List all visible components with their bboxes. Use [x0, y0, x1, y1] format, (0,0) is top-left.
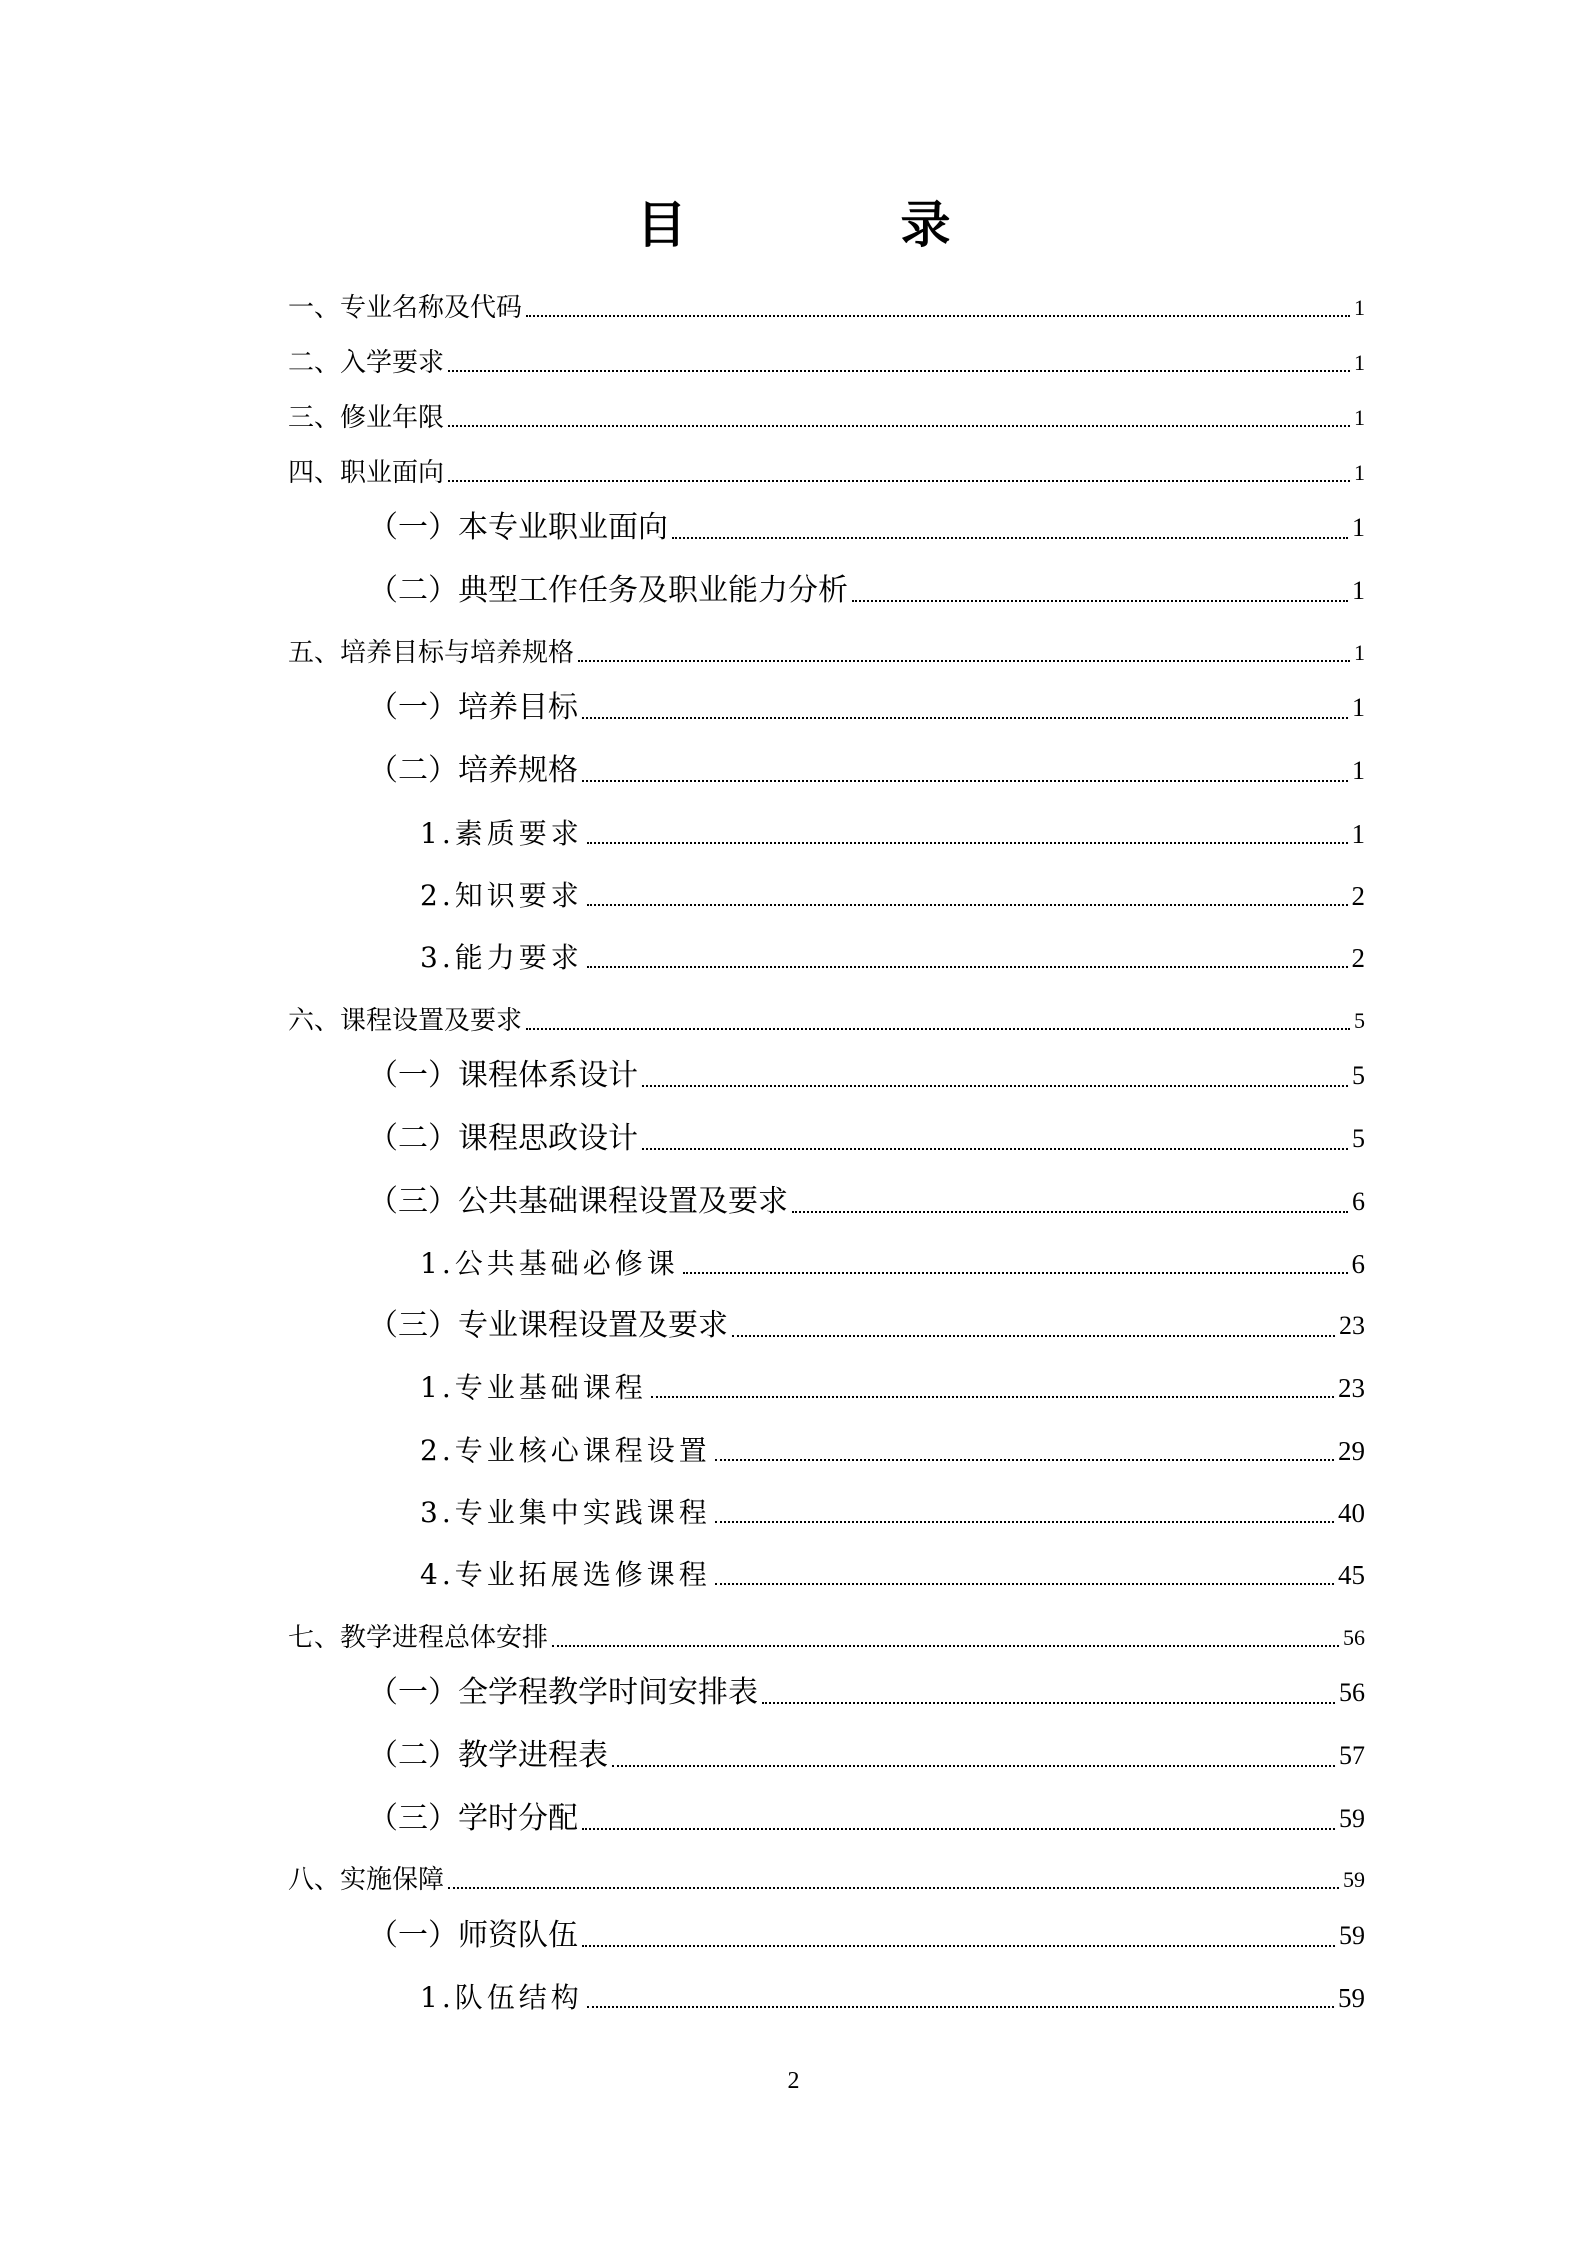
toc-entry[interactable]: [368, 1056, 1365, 1096]
dot-leader: [587, 2006, 1334, 2008]
toc-entry-label: （二）课程思政设计: [368, 1121, 638, 1156]
toc-entry[interactable]: [368, 1799, 1365, 1839]
toc-entry-label: （二）教学进程表: [368, 1738, 608, 1773]
toc-entry-page: 1: [1354, 640, 1365, 665]
toc-entry-label: 3.能力要求: [420, 941, 583, 974]
toc-entry-label: 五、培养目标与培养规格: [288, 638, 575, 668]
toc-entry[interactable]: [420, 939, 1365, 977]
toc-entry-page: 2: [1351, 943, 1365, 973]
toc-entry-page: 1: [1354, 295, 1365, 320]
toc-entry-label: 3.专业集中实践课程: [420, 1496, 711, 1529]
toc-entry-page: 1: [1352, 756, 1365, 785]
toc-entry-label: （一）培养目标: [368, 690, 578, 725]
toc-entry-label: （三）专业课程设置及要求: [368, 1308, 728, 1343]
dot-leader: [448, 480, 1350, 482]
dot-leader: [852, 600, 1348, 602]
toc-entry[interactable]: [420, 815, 1365, 853]
dot-leader: [582, 717, 1348, 719]
toc-entry[interactable]: [288, 455, 1365, 491]
dot-leader: [587, 966, 1348, 968]
toc-entry-label: （二）典型工作任务及职业能力分析: [368, 573, 848, 608]
toc-entry[interactable]: [368, 688, 1365, 728]
dot-leader: [642, 1085, 1348, 1087]
dot-leader: [582, 780, 1348, 782]
toc-entry[interactable]: [420, 1369, 1365, 1407]
toc-entry[interactable]: [288, 1862, 1365, 1898]
toc-entry-label: 二、入学要求: [288, 348, 445, 378]
toc-entry-page: 56: [1343, 1625, 1365, 1650]
toc-entry-page: 29: [1338, 1436, 1365, 1466]
toc-entry[interactable]: [368, 508, 1365, 548]
toc-entry-page: 23: [1338, 1373, 1365, 1403]
toc-entry-page: 56: [1339, 1678, 1365, 1707]
toc-entry-page: 1: [1354, 460, 1365, 485]
dot-leader: [612, 1765, 1335, 1767]
toc-entry-label: 2.专业核心课程设置: [420, 1434, 711, 1467]
toc-entry-label: 六、课程设置及要求: [288, 1006, 523, 1036]
toc-entry-page: 5: [1354, 1008, 1365, 1033]
toc-entry[interactable]: [368, 1916, 1365, 1956]
toc-entry-page: 59: [1339, 1804, 1365, 1833]
toc-entry-label: 1.队伍结构: [420, 1981, 583, 2014]
dot-leader: [715, 1583, 1334, 1585]
toc-entry-label: （二）培养规格: [368, 753, 578, 788]
toc-entry[interactable]: [420, 877, 1365, 915]
toc-entry-page: 1: [1352, 576, 1365, 605]
dot-leader: [448, 370, 1350, 372]
toc-entry-label: （一）本专业职业面向: [368, 510, 668, 545]
dot-leader: [582, 1828, 1335, 1830]
toc-entry[interactable]: [288, 1620, 1365, 1656]
toc-entry[interactable]: [368, 1673, 1365, 1713]
toc-entry[interactable]: [368, 571, 1365, 611]
toc-entry-page: 45: [1338, 1560, 1365, 1590]
dot-leader: [792, 1211, 1348, 1213]
toc-entry[interactable]: [368, 1182, 1365, 1222]
toc-entry[interactable]: [420, 1245, 1365, 1283]
dot-leader: [715, 1521, 1334, 1523]
toc-entry-label: 一、专业名称及代码: [288, 293, 523, 323]
toc-entry-page: 59: [1338, 1983, 1365, 2013]
toc-entry-page: 5: [1352, 1124, 1365, 1153]
page-number: 2: [787, 2068, 800, 2094]
toc-entry[interactable]: [368, 1736, 1365, 1776]
toc-entry[interactable]: [420, 1979, 1365, 2017]
toc-entry-label: 八、实施保障: [288, 1865, 445, 1895]
toc-entry-page: 1: [1352, 693, 1365, 722]
dot-leader: [448, 425, 1350, 427]
toc-entry-page: 5: [1352, 1061, 1365, 1090]
toc-entry-page: 40: [1338, 1498, 1365, 1528]
toc-entry-page: 57: [1339, 1741, 1365, 1770]
toc-entry-label: 4.专业拓展选修课程: [420, 1558, 711, 1591]
toc-entry-page: 6: [1351, 1249, 1365, 1279]
toc-entry[interactable]: [420, 1494, 1365, 1532]
toc-entry-label: 七、教学进程总体安排: [288, 1623, 549, 1653]
dot-leader: [651, 1396, 1334, 1398]
dot-leader: [526, 315, 1350, 317]
dot-leader: [448, 1887, 1339, 1889]
dot-leader: [587, 842, 1348, 844]
dot-leader: [732, 1335, 1335, 1337]
toc-entry-page: 1: [1354, 350, 1365, 375]
toc-entry-label: 1.素质要求: [420, 817, 583, 850]
toc-entry-label: 1.专业基础课程: [420, 1371, 647, 1404]
toc-entry-label: （一）师资队伍: [368, 1918, 578, 1953]
dot-leader: [683, 1272, 1348, 1274]
dot-leader: [672, 537, 1348, 539]
toc-entry-label: （一）课程体系设计: [368, 1058, 638, 1093]
dot-leader: [642, 1148, 1348, 1150]
toc-entry[interactable]: [420, 1432, 1365, 1470]
toc-entry-page: 59: [1343, 1867, 1365, 1892]
dot-leader: [587, 904, 1348, 906]
toc-entry[interactable]: [420, 1556, 1365, 1594]
toc-entry-label: （三）公共基础课程设置及要求: [368, 1184, 788, 1219]
toc-entry-page: 59: [1339, 1921, 1365, 1950]
toc-entry-label: 四、职业面向: [288, 458, 445, 488]
dot-leader: [582, 1945, 1335, 1947]
toc-entry[interactable]: [288, 290, 1365, 326]
dot-leader: [526, 1028, 1350, 1030]
toc-entry[interactable]: [368, 1306, 1365, 1346]
toc-entry-label: （一）全学程教学时间安排表: [368, 1675, 758, 1710]
toc-entry-page: 6: [1352, 1187, 1365, 1216]
dot-leader: [715, 1459, 1334, 1461]
toc-entry[interactable]: [368, 1119, 1365, 1159]
toc-entry-label: 2.知识要求: [420, 879, 583, 912]
toc-entry[interactable]: [288, 1003, 1365, 1039]
toc-entry[interactable]: [288, 635, 1365, 671]
toc-entry[interactable]: [288, 400, 1365, 436]
toc-entry-label: （三）学时分配: [368, 1801, 578, 1836]
toc-entry-page: 1: [1352, 513, 1365, 542]
toc-entry-page: 1: [1354, 405, 1365, 430]
toc-entry[interactable]: [368, 751, 1365, 791]
toc-entry-page: 23: [1339, 1311, 1365, 1340]
toc-title: 目 录: [636, 196, 1033, 254]
toc-entry-label: 三、修业年限: [288, 403, 445, 433]
toc-entry[interactable]: [288, 345, 1365, 381]
toc-entry-page: 2: [1351, 881, 1365, 911]
dot-leader: [578, 660, 1350, 662]
dot-leader: [762, 1702, 1335, 1704]
toc-entry-page: 1: [1351, 819, 1365, 849]
dot-leader: [552, 1645, 1339, 1647]
toc-entry-label: 1.公共基础必修课: [420, 1247, 679, 1280]
